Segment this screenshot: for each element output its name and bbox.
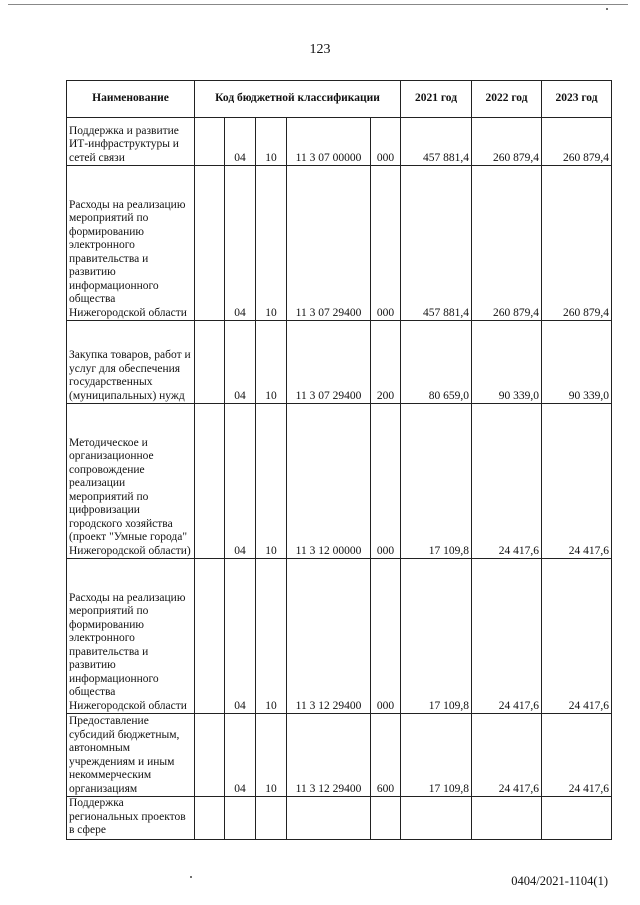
row-code-target: 11 3 07 00000	[287, 118, 371, 166]
row-code-section: 04	[225, 118, 256, 166]
row-name: Методическое и организационное сопровождение реализации мероприятий по цифровизации городского хозяйства (проект "Умные города" Нижегородской области)	[67, 404, 195, 559]
row-value-2023: 90 339,0	[542, 321, 612, 404]
header-2021: 2021 год	[401, 81, 472, 118]
row-value-2021: 17 109,8	[401, 404, 472, 559]
row-value-2022: 260 879,4	[472, 118, 542, 166]
top-rule	[8, 4, 628, 5]
row-blank-cell	[195, 797, 225, 840]
row-value-2022: 90 339,0	[472, 321, 542, 404]
row-blank-cell	[195, 321, 225, 404]
table-row	[67, 166, 612, 321]
table-row	[67, 321, 612, 404]
row-code-type: 000	[371, 166, 401, 321]
scan-speck	[606, 8, 608, 10]
header-name: Наименование	[67, 81, 195, 118]
row-name: Закупка товаров, работ и услуг для обеспечения государственных (муниципальных) нужд	[67, 321, 195, 404]
header-2022: 2022 год	[472, 81, 542, 118]
row-code-section: 04	[225, 559, 256, 714]
scan-speck	[190, 876, 192, 878]
page-number: 123	[309, 42, 331, 57]
row-code-section	[225, 797, 256, 840]
row-name: Поддержка региональных проектов в сфере	[67, 797, 195, 840]
row-code-type: 000	[371, 559, 401, 714]
row-code-subsection: 10	[256, 166, 287, 321]
row-value-2021: 80 659,0	[401, 321, 472, 404]
row-code-section: 04	[225, 714, 256, 797]
row-blank-cell	[195, 714, 225, 797]
row-value-2021: 457 881,4	[401, 118, 472, 166]
row-name: Поддержка и развитие ИТ-инфраструктуры и сетей связи	[67, 118, 195, 166]
table-header-row	[67, 81, 612, 118]
row-code-section: 04	[225, 404, 256, 559]
row-code-subsection: 10	[256, 321, 287, 404]
table-row	[67, 559, 612, 714]
row-value-2022	[472, 797, 542, 840]
row-name: Расходы на реализацию мероприятий по формированию электронного правительства и развитию информационного общества Нижегородской области	[67, 559, 195, 714]
row-code-target: 11 3 07 29400	[287, 166, 371, 321]
row-blank-cell	[195, 118, 225, 166]
row-value-2021: 17 109,8	[401, 714, 472, 797]
header-2023: 2023 год	[542, 81, 612, 118]
row-code-target: 11 3 12 00000	[287, 404, 371, 559]
row-name: Расходы на реализацию мероприятий по формированию электронного правительства и развитию информационного общества Нижегородской области	[67, 166, 195, 321]
row-code-subsection: 10	[256, 714, 287, 797]
row-code-type: 200	[371, 321, 401, 404]
row-code-type: 600	[371, 714, 401, 797]
row-code-target: 11 3 07 29400	[287, 321, 371, 404]
row-name: Предоставление субсидий бюджетным, автономным учреждениям и иным некоммерческим организациям	[67, 714, 195, 797]
row-value-2023: 24 417,6	[542, 559, 612, 714]
header-code: Код бюджетной классификации	[195, 81, 401, 118]
row-value-2022: 260 879,4	[472, 166, 542, 321]
row-value-2023: 260 879,4	[542, 166, 612, 321]
row-code-section: 04	[225, 321, 256, 404]
row-code-type: 000	[371, 404, 401, 559]
row-value-2023: 24 417,6	[542, 404, 612, 559]
row-value-2021: 457 881,4	[401, 166, 472, 321]
row-code-target	[287, 797, 371, 840]
row-value-2022: 24 417,6	[472, 404, 542, 559]
row-blank-cell	[195, 166, 225, 321]
row-blank-cell	[195, 559, 225, 714]
row-value-2022: 24 417,6	[472, 714, 542, 797]
row-code-subsection	[256, 797, 287, 840]
document-number: 0404/2021-1104(1)	[511, 874, 608, 888]
row-value-2022: 24 417,6	[472, 559, 542, 714]
row-blank-cell	[195, 404, 225, 559]
row-code-subsection: 10	[256, 118, 287, 166]
row-value-2021: 17 109,8	[401, 559, 472, 714]
table-row	[67, 714, 612, 797]
row-value-2023: 260 879,4	[542, 118, 612, 166]
row-code-type: 000	[371, 118, 401, 166]
row-value-2023: 24 417,6	[542, 714, 612, 797]
row-value-2023	[542, 797, 612, 840]
table-row	[67, 118, 612, 166]
budget-table	[66, 80, 612, 840]
row-code-type	[371, 797, 401, 840]
row-code-section: 04	[225, 166, 256, 321]
table-row	[67, 797, 612, 840]
row-code-subsection: 10	[256, 559, 287, 714]
table-row	[67, 404, 612, 559]
row-code-subsection: 10	[256, 404, 287, 559]
row-code-target: 11 3 12 29400	[287, 714, 371, 797]
row-code-target: 11 3 12 29400	[287, 559, 371, 714]
row-value-2021	[401, 797, 472, 840]
